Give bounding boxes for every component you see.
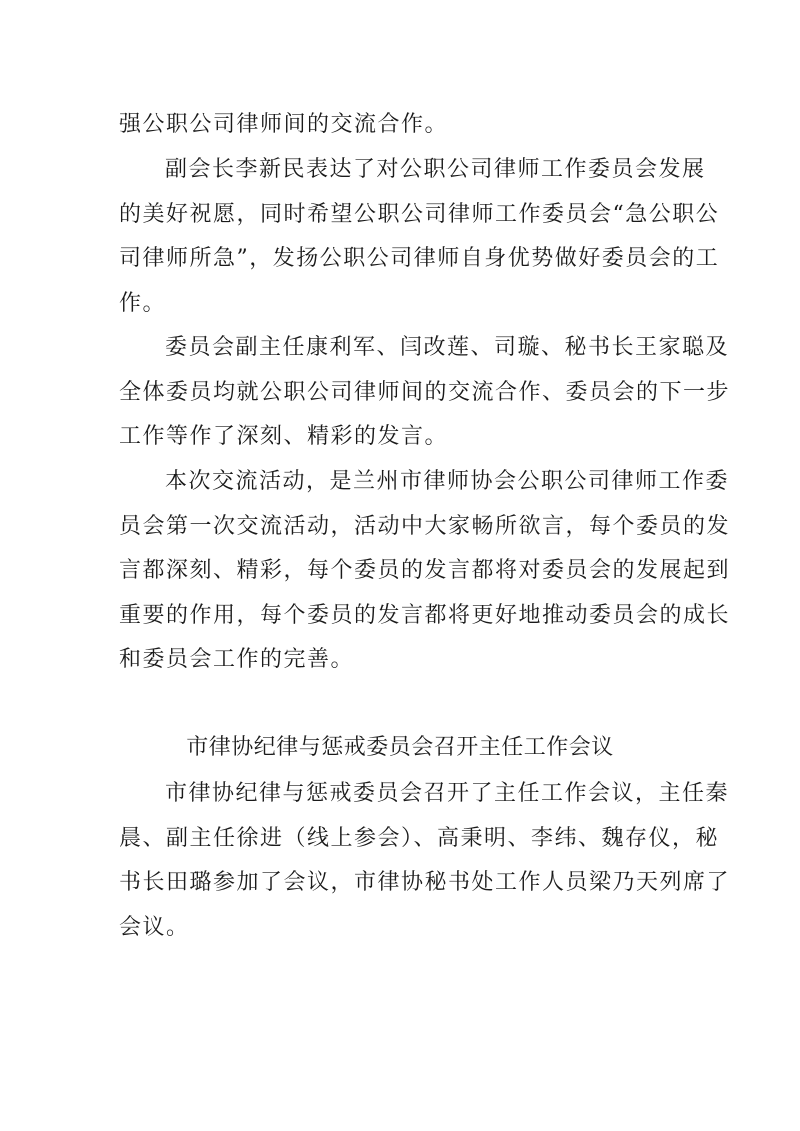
paragraph-line: 重要的作用，每个委员的发言都将更好地推动委员会的成长	[119, 603, 731, 628]
paragraph-line: 全体委员均就公职公司律师间的交流合作、委员会的下一步	[119, 380, 731, 405]
paragraph-line: 司律师所急”，发扬公职公司律师自身优势做好委员会的工	[119, 246, 720, 271]
paragraph-line: 和委员会工作的完善。	[119, 647, 355, 672]
paragraph-line: 晨、副主任徐进（线上参会）、高秉明、李纬、魏存仪，秘	[119, 826, 720, 851]
section-heading: 市律协纪律与惩戒委员会召开主任工作会议	[186, 735, 614, 760]
paragraph-line: 市律协纪律与惩戒委员会召开了主任工作会议，主任秦	[165, 781, 730, 806]
paragraph-line: 员会第一次交流活动，活动中大家畅所欲言，每个委员的发	[119, 514, 731, 539]
paragraph-line: 工作等作了深刻、精彩的发言。	[119, 424, 449, 449]
paragraph-line: 会议。	[119, 915, 190, 940]
paragraph-line: 书长田璐参加了会议，市律协秘书处工作人员梁乃天列席了	[119, 870, 731, 895]
paragraph-line: 言都深刻、精彩，每个委员的发言都将对委员会的发展起到	[119, 558, 731, 583]
paragraph-line: 副会长李新民表达了对公职公司律师工作委员会发展	[165, 157, 706, 182]
paragraph-line: 的美好祝愿，同时希望公职公司律师工作委员会“急公职公	[119, 202, 720, 227]
paragraph-line: 本次交流活动，是兰州市律师协会公职公司律师工作委	[165, 469, 730, 494]
paragraph-line: 作。	[119, 291, 167, 316]
paragraph-line: 委员会副主任康利军、闫改莲、司璇、秘书长王家聪及	[165, 335, 730, 360]
paragraph-line: 强公职公司律师间的交流合作。	[119, 112, 449, 137]
